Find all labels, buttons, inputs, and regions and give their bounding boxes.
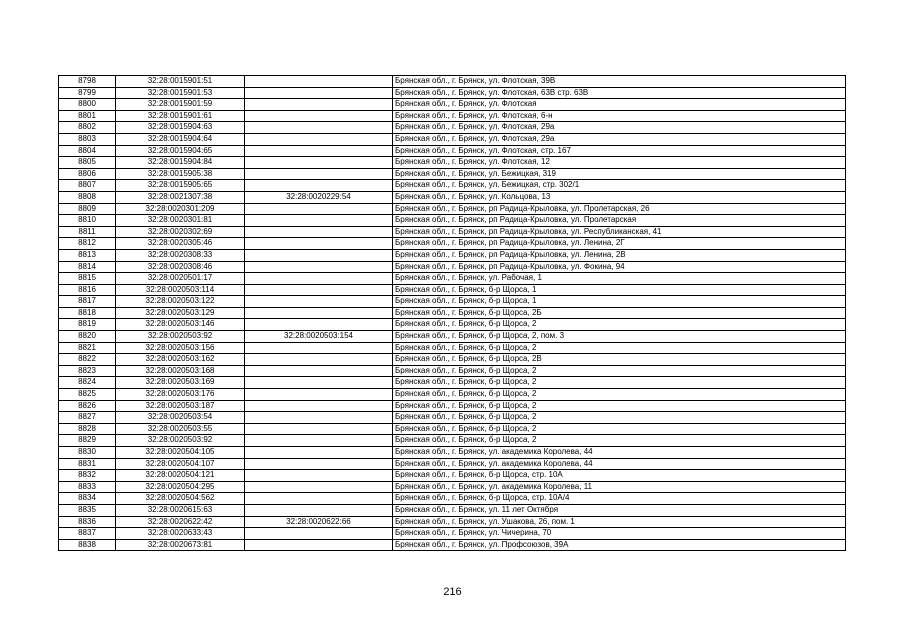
related-cadastral-number-cell [245, 539, 393, 551]
address-cell: Брянская обл., г. Брянск, б-р Щорса, стр. 10А [393, 470, 846, 482]
address-cell: Брянская обл., г. Брянск, б-р Щорса, 1 [393, 296, 846, 308]
table-row [59, 354, 846, 366]
table-row [59, 319, 846, 331]
address-cell: Брянская обл., г. Брянск, б-р Щорса, 2 [393, 377, 846, 389]
row-number-cell: 8819 [59, 319, 116, 331]
address-cell: Брянская обл., г. Брянск, рп Радица-Крыловка, ул. Пролетарская, 26 [393, 203, 846, 215]
related-cadastral-number-cell [245, 412, 393, 424]
row-number-cell: 8834 [59, 493, 116, 505]
related-cadastral-number-cell [245, 284, 393, 296]
related-cadastral-number-cell [245, 203, 393, 215]
address-cell: Брянская обл., г. Брянск, б-р Щорса, 2 [393, 423, 846, 435]
table-row [59, 331, 846, 343]
row-number-cell: 8827 [59, 412, 116, 424]
table-row [59, 110, 846, 122]
row-number-cell: 8817 [59, 296, 116, 308]
cadastral-number-cell: 32:28:0020615:63 [116, 504, 245, 516]
table-row [59, 76, 846, 88]
row-number-cell: 8835 [59, 504, 116, 516]
related-cadastral-number-cell [245, 296, 393, 308]
table-row [59, 470, 846, 482]
row-number-cell: 8808 [59, 191, 116, 203]
row-number-cell: 8831 [59, 458, 116, 470]
related-cadastral-number-cell [245, 377, 393, 389]
table-row [59, 273, 846, 285]
row-number-cell: 8810 [59, 215, 116, 227]
address-cell: Брянская обл., г. Брянск, б-р Щорса, 2, пом. 3 [393, 331, 846, 343]
address-cell: Брянская обл., г. Брянск, ул. Флотская, 63В стр. 63В [393, 87, 846, 99]
related-cadastral-number-cell [245, 447, 393, 459]
cadastral-number-cell: 32:28:0020622:42 [116, 516, 245, 528]
address-cell: Брянская обл., г. Брянск, ул. Ушакова, 26, пом. 1 [393, 516, 846, 528]
address-cell: Брянская обл., г. Брянск, б-р Щорса, 2 [393, 400, 846, 412]
row-number-cell: 8823 [59, 365, 116, 377]
table-row [59, 203, 846, 215]
cadastral-number-cell: 32:28:0020673:81 [116, 539, 245, 551]
table-row [59, 145, 846, 157]
address-cell: Брянская обл., г. Брянск, ул. Флотская [393, 99, 846, 111]
table-row [59, 180, 846, 192]
table-row [59, 157, 846, 169]
table-row [59, 516, 846, 528]
row-number-cell: 8798 [59, 76, 116, 88]
related-cadastral-number-cell [245, 493, 393, 505]
table-row [59, 215, 846, 227]
related-cadastral-number-cell [245, 354, 393, 366]
cadastral-number-cell: 32:28:0020503:169 [116, 377, 245, 389]
table-row [59, 423, 846, 435]
address-cell: Брянская обл., г. Брянск, рп Радица-Крыловка, ул. Ленина, 2Г [393, 238, 846, 250]
related-cadastral-number-cell [245, 110, 393, 122]
related-cadastral-number-cell [245, 238, 393, 250]
related-cadastral-number-cell [245, 307, 393, 319]
address-cell: Брянская обл., г. Брянск, ул. академика Королева, 44 [393, 458, 846, 470]
row-number-cell: 8821 [59, 342, 116, 354]
address-cell: Брянская обл., г. Брянск, ул. Рабочая, 1 [393, 273, 846, 285]
row-number-cell: 8820 [59, 331, 116, 343]
address-cell: Брянская обл., г. Брянск, ул. Бежицкая, 319 [393, 168, 846, 180]
cadastral-number-cell: 32:28:0020503:162 [116, 354, 245, 366]
related-cadastral-number-cell [245, 273, 393, 285]
related-cadastral-number-cell [245, 226, 393, 238]
row-number-cell: 8804 [59, 145, 116, 157]
cadastral-number-cell: 32:28:0020504:121 [116, 470, 245, 482]
related-cadastral-number-cell [245, 528, 393, 540]
related-cadastral-number-cell [245, 168, 393, 180]
address-cell: Брянская обл., г. Брянск, б-р Щорса, 1 [393, 284, 846, 296]
row-number-cell: 8837 [59, 528, 116, 540]
table-row [59, 504, 846, 516]
table-row [59, 493, 846, 505]
row-number-cell: 8806 [59, 168, 116, 180]
related-cadastral-number-cell [245, 145, 393, 157]
table-row [59, 389, 846, 401]
address-cell: Брянская обл., г. Брянск, ул. Чичерина, 70 [393, 528, 846, 540]
related-cadastral-number-cell [245, 504, 393, 516]
row-number-cell: 8801 [59, 110, 116, 122]
table-row [59, 400, 846, 412]
table-row [59, 238, 846, 250]
table-row [59, 435, 846, 447]
address-cell: Брянская обл., г. Брянск, ул. Флотская, стр. 167 [393, 145, 846, 157]
row-number-cell: 8825 [59, 389, 116, 401]
address-cell: Брянская обл., г. Брянск, рп Радица-Крыловка, ул. Республиканская, 41 [393, 226, 846, 238]
row-number-cell: 8809 [59, 203, 116, 215]
row-number-cell: 8833 [59, 481, 116, 493]
cadastral-number-cell: 32:28:0021307:38 [116, 191, 245, 203]
cadastral-number-cell: 32:28:0015904:84 [116, 157, 245, 169]
related-cadastral-number-cell [245, 365, 393, 377]
cadastral-number-cell: 32:28:0015904:63 [116, 122, 245, 134]
cadastral-number-cell: 32:28:0020503:146 [116, 319, 245, 331]
row-number-cell: 8832 [59, 470, 116, 482]
address-cell: Брянская обл., г. Брянск, ул. академика Королева, 44 [393, 447, 846, 459]
row-number-cell: 8824 [59, 377, 116, 389]
related-cadastral-number-cell [245, 481, 393, 493]
row-number-cell: 8800 [59, 99, 116, 111]
address-cell: Брянская обл., г. Брянск, б-р Щорса, 2 [393, 319, 846, 331]
address-cell: Брянская обл., г. Брянск, б-р Щорса, 2В [393, 354, 846, 366]
cadastral-number-cell: 32:28:0020503:168 [116, 365, 245, 377]
row-number-cell: 8805 [59, 157, 116, 169]
address-cell: Брянская обл., г. Брянск, рп Радица-Крыловка, ул. Ленина, 2В [393, 249, 846, 261]
table-row [59, 307, 846, 319]
cadastral-number-cell: 32:28:0020302:69 [116, 226, 245, 238]
table-row [59, 226, 846, 238]
cadastral-number-cell: 32:28:0020308:46 [116, 261, 245, 273]
cadastral-number-cell: 32:28:0020504:295 [116, 481, 245, 493]
related-cadastral-number-cell [245, 389, 393, 401]
row-number-cell: 8816 [59, 284, 116, 296]
row-number-cell: 8830 [59, 447, 116, 459]
cadastral-number-cell: 32:28:0015905:38 [116, 168, 245, 180]
address-cell: Брянская обл., г. Брянск, б-р Щорса, стр. 10А/4 [393, 493, 846, 505]
row-number-cell: 8807 [59, 180, 116, 192]
address-cell: Брянская обл., г. Брянск, ул. Флотская, 39В [393, 76, 846, 88]
cadastral-number-cell: 32:28:0020503:92 [116, 435, 245, 447]
address-cell: Брянская обл., г. Брянск, ул. академика Королева, 11 [393, 481, 846, 493]
table-row [59, 87, 846, 99]
row-number-cell: 8838 [59, 539, 116, 551]
address-cell: Брянская обл., г. Брянск, ул. Кольцова, 13 [393, 191, 846, 203]
table-row [59, 168, 846, 180]
property-registry-table [58, 75, 846, 551]
cadastral-number-cell: 32:28:0020503:54 [116, 412, 245, 424]
related-cadastral-number-cell: 32:28:0020622:66 [245, 516, 393, 528]
row-number-cell: 8812 [59, 238, 116, 250]
row-number-cell: 8813 [59, 249, 116, 261]
table-row [59, 284, 846, 296]
cadastral-number-cell: 32:28:0020503:129 [116, 307, 245, 319]
table-row [59, 458, 846, 470]
table-row [59, 261, 846, 273]
address-cell: Брянская обл., г. Брянск, б-р Щорса, 2 [393, 435, 846, 447]
address-cell: Брянская обл., г. Брянск, б-р Щорса, 2Б [393, 307, 846, 319]
row-number-cell: 8822 [59, 354, 116, 366]
cadastral-number-cell: 32:28:0020501:17 [116, 273, 245, 285]
cadastral-number-cell: 32:28:0020633:43 [116, 528, 245, 540]
cadastral-number-cell: 32:28:0020503:92 [116, 331, 245, 343]
related-cadastral-number-cell [245, 249, 393, 261]
table-row [59, 133, 846, 145]
table-row [59, 412, 846, 424]
address-cell: Брянская обл., г. Брянск, ул. 11 лет Октября [393, 504, 846, 516]
related-cadastral-number-cell [245, 470, 393, 482]
row-number-cell: 8836 [59, 516, 116, 528]
cadastral-number-cell: 32:28:0015905:65 [116, 180, 245, 192]
row-number-cell: 8799 [59, 87, 116, 99]
table-row [59, 191, 846, 203]
cadastral-number-cell: 32:28:0015901:59 [116, 99, 245, 111]
address-cell: Брянская обл., г. Брянск, ул. Флотская, 29а [393, 122, 846, 134]
row-number-cell: 8802 [59, 122, 116, 134]
address-cell: Брянская обл., г. Брянск, б-р Щорса, 2 [393, 342, 846, 354]
related-cadastral-number-cell: 32:28:0020503:154 [245, 331, 393, 343]
related-cadastral-number-cell [245, 122, 393, 134]
row-number-cell: 8818 [59, 307, 116, 319]
related-cadastral-number-cell [245, 319, 393, 331]
row-number-cell: 8829 [59, 435, 116, 447]
address-cell: Брянская обл., г. Брянск, ул. Флотская, 12 [393, 157, 846, 169]
related-cadastral-number-cell [245, 400, 393, 412]
address-cell: Брянская обл., г. Брянск, ул. Флотская, 6-н [393, 110, 846, 122]
cadastral-number-cell: 32:28:0020301:81 [116, 215, 245, 227]
row-number-cell: 8828 [59, 423, 116, 435]
cadastral-number-cell: 32:28:0020503:176 [116, 389, 245, 401]
cadastral-number-cell: 32:28:0020504:562 [116, 493, 245, 505]
table-row [59, 447, 846, 459]
address-cell: Брянская обл., г. Брянск, ул. Профсоюзов, 39А [393, 539, 846, 551]
cadastral-number-cell: 32:28:0020308:33 [116, 249, 245, 261]
table-row [59, 342, 846, 354]
page-number: 216 [443, 586, 462, 598]
row-number-cell: 8803 [59, 133, 116, 145]
related-cadastral-number-cell [245, 133, 393, 145]
cadastral-number-cell: 32:28:0020504:105 [116, 447, 245, 459]
row-number-cell: 8826 [59, 400, 116, 412]
address-cell: Брянская обл., г. Брянск, рп Радица-Крыловка, ул. Фокина, 94 [393, 261, 846, 273]
address-cell: Брянская обл., г. Брянск, б-р Щорса, 2 [393, 389, 846, 401]
related-cadastral-number-cell [245, 87, 393, 99]
related-cadastral-number-cell [245, 215, 393, 227]
cadastral-number-cell: 32:28:0020503:55 [116, 423, 245, 435]
related-cadastral-number-cell [245, 342, 393, 354]
row-number-cell: 8814 [59, 261, 116, 273]
cadastral-number-cell: 32:28:0015904:65 [116, 145, 245, 157]
row-number-cell: 8815 [59, 273, 116, 285]
cadastral-number-cell: 32:28:0020503:187 [116, 400, 245, 412]
related-cadastral-number-cell [245, 76, 393, 88]
table-row [59, 528, 846, 540]
cadastral-number-cell: 32:28:0015901:61 [116, 110, 245, 122]
table-row [59, 365, 846, 377]
table-row [59, 481, 846, 493]
cadastral-number-cell: 32:28:0020301:209 [116, 203, 245, 215]
cadastral-number-cell: 32:28:0020503:156 [116, 342, 245, 354]
cadastral-number-cell: 32:28:0020504:107 [116, 458, 245, 470]
address-cell: Брянская обл., г. Брянск, рп Радица-Крыловка, ул. Пролетарская [393, 215, 846, 227]
related-cadastral-number-cell: 32:28:0020229:54 [245, 191, 393, 203]
address-cell: Брянская обл., г. Брянск, ул. Флотская, 29а [393, 133, 846, 145]
cadastral-number-cell: 32:28:0020503:122 [116, 296, 245, 308]
related-cadastral-number-cell [245, 458, 393, 470]
related-cadastral-number-cell [245, 423, 393, 435]
cadastral-number-cell: 32:28:0015901:53 [116, 87, 245, 99]
cadastral-number-cell: 32:28:0020503:114 [116, 284, 245, 296]
related-cadastral-number-cell [245, 157, 393, 169]
related-cadastral-number-cell [245, 180, 393, 192]
cadastral-number-cell: 32:28:0015904:64 [116, 133, 245, 145]
cadastral-number-cell: 32:28:0020305:46 [116, 238, 245, 250]
address-cell: Брянская обл., г. Брянск, ул. Бежицкая, стр. 302/1 [393, 180, 846, 192]
related-cadastral-number-cell [245, 435, 393, 447]
address-cell: Брянская обл., г. Брянск, б-р Щорса, 2 [393, 412, 846, 424]
row-number-cell: 8811 [59, 226, 116, 238]
related-cadastral-number-cell [245, 99, 393, 111]
table-row [59, 249, 846, 261]
table-row [59, 99, 846, 111]
cadastral-number-cell: 32:28:0015901:51 [116, 76, 245, 88]
address-cell: Брянская обл., г. Брянск, б-р Щорса, 2 [393, 365, 846, 377]
table-row [59, 296, 846, 308]
table-row [59, 377, 846, 389]
related-cadastral-number-cell [245, 261, 393, 273]
table-row [59, 539, 846, 551]
table-row [59, 122, 846, 134]
registry-table-body [59, 76, 846, 551]
